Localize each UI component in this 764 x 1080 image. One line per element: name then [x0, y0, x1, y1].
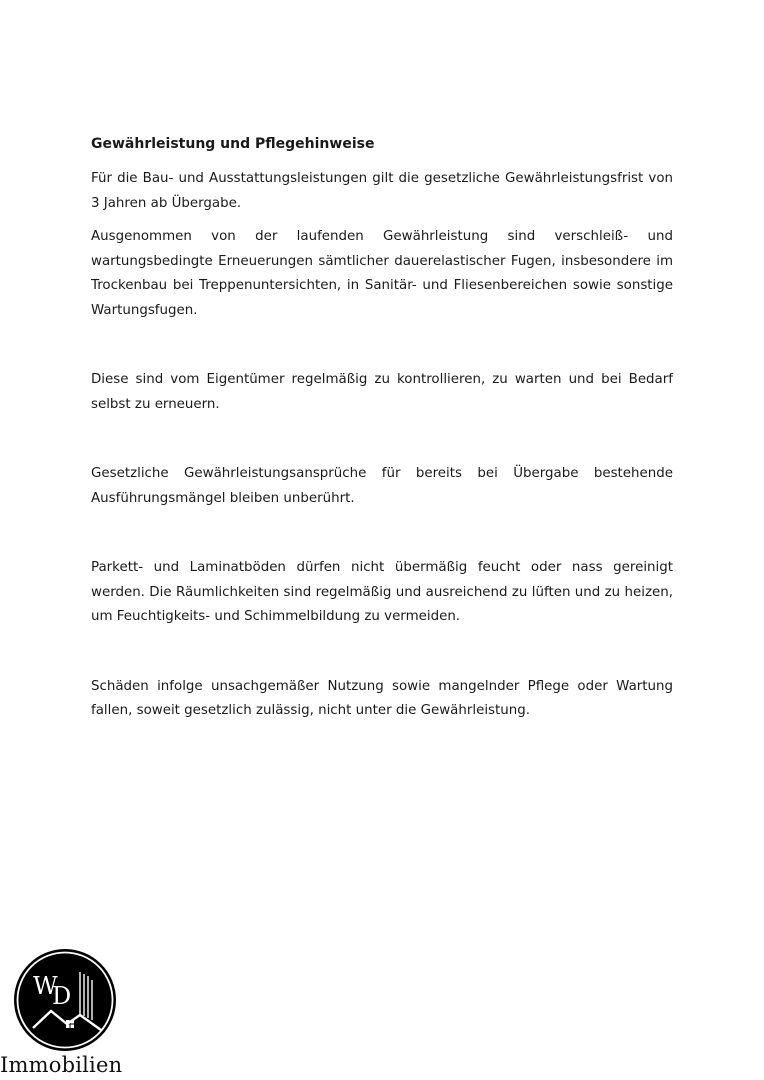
svg-text:W: W	[33, 972, 58, 1000]
document-body	[91, 134, 673, 724]
paragraph-existing-defects: Gesetzliche Gewährleistungsansprüche für bereits bei Übergabe bestehende Ausführungsmängel bleiben unberührt.	[91, 466, 673, 506]
paragraph-warranty-period: Für die Bau- und Ausstattungsleistungen gilt die gesetzliche Gewährleistungsfrist von 3 Jahren ab Übergabe.	[91, 171, 673, 211]
paragraph-owner-duties: Diese sind vom Eigentümer regelmäßig zu kontrollieren, zu warten und bei Bedarf selbst zu erneuern.	[91, 372, 673, 412]
svg-text:D: D	[52, 982, 72, 1010]
paragraph-exclusions: Ausgenommen von der laufenden Gewährleistung sind verschleiß- und wartungsbedingte Erneuerungen sämtlicher dauerelastischer Fugen, insbesondere im Trockenbau bei Treppenuntersichten, in Sanitär- und Fliesenbereichen sowie sonstige Wartungsfugen.	[91, 229, 673, 318]
document-heading: Gewährleistung und Pflegehinweise	[91, 136, 375, 152]
paragraph-care-instructions: Parkett- und Laminatböden dürfen nicht übermäßig feucht oder nass gereinigt werden. Die Räumlichkeiten sind regelmäßig und ausreichend zu lüften und zu heizen, um Feuchtigkeits- und Schimmelbildung zu vermeiden.	[91, 560, 673, 624]
wd-monogram-badge-icon	[13, 948, 117, 1052]
paragraph-damage-exclusion: Schäden infolge unsachgemäßer Nutzung sowie mangelnder Pflege oder Wartung fallen, soweit gesetzlich zulässig, nicht unter die Gewährleistung.	[91, 678, 673, 718]
logo-wordmark: Immobilien	[0, 1053, 123, 1077]
